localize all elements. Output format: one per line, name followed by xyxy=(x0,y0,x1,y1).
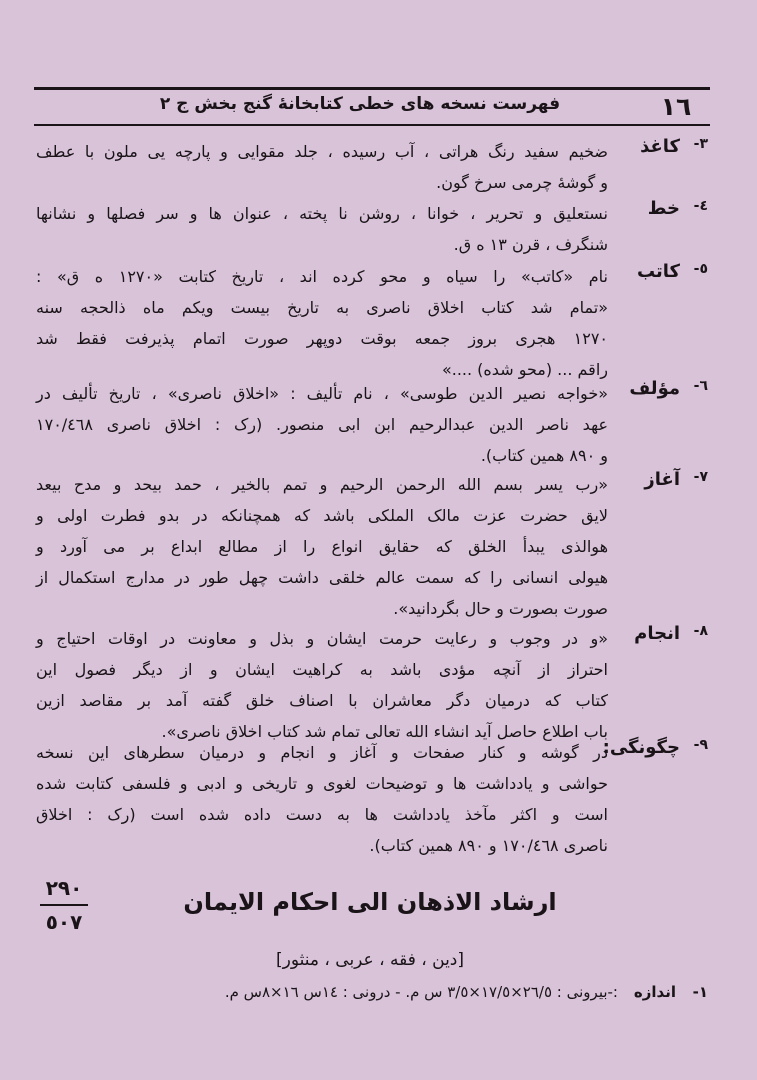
entry-body xyxy=(36,623,608,747)
fraction-bar xyxy=(40,904,88,906)
entry-line: در گوشه و کنار صفحات و آغاز و انجام و درمیان سطرهای این نسخه xyxy=(36,743,608,762)
entry-number: ٩- xyxy=(693,737,708,753)
entry-body xyxy=(36,469,608,624)
entry-line: راقم ... (محو شده) ....» xyxy=(441,360,608,379)
entry-label: کاتب xyxy=(636,261,680,282)
section-subtitle: [دین ، فقه ، عربی ، منثور] xyxy=(275,950,464,970)
entry-number: ٤- xyxy=(693,198,708,214)
entry-line: صورت بصورت و حال بگردانید». xyxy=(393,599,608,618)
entry-line: «رب یسر بسم الله الرحمن الرحیم و تمم بالخیر ، حمد بیحد و مدح بیعد xyxy=(36,475,608,494)
section-fraction xyxy=(34,876,94,934)
entry-body xyxy=(36,378,608,471)
entry-line: ضخیم سفید رنگ هراتی ، آب رسیده ، جلد مقوایی و پارچه یی ملون با عطف xyxy=(36,142,608,161)
entry-line: کتاب که درمیان دگر معاشران با اصناف خلق گفته آمد بر مقاصد ازین xyxy=(36,691,608,710)
entry-line: هیولی انسانی را که سمت عالم خلقی داشت چهل طور در مدارج استکمال از xyxy=(36,568,608,587)
entry-body xyxy=(36,261,608,385)
entry-line: ناصری ١٧٠/٤٦٨ و ٨٩٠ همین کتاب). xyxy=(369,836,608,855)
entry-label: كاغذ xyxy=(640,136,680,157)
entry-line: احتراز از آنچه مؤدی باشد به کراهیت ایشان و از دیگر فصول این xyxy=(36,660,608,679)
section-title: ارشاد الاذهان الی احکام الایمان xyxy=(183,888,557,916)
entry-label: خط xyxy=(647,198,680,219)
entry-body xyxy=(36,136,608,198)
entry-line: شنگرف ، قرن ١٣ ه ق. xyxy=(453,235,608,254)
entry-label: چگونگی: xyxy=(602,737,680,758)
entry-number: ٦- xyxy=(693,378,708,394)
entry-line: است و اکثر مآخذ یادداشت ها به دست داده شده است (رک : اخلاق xyxy=(36,805,608,824)
entry-label: آغاز xyxy=(644,469,680,490)
header-rule-top xyxy=(34,87,710,90)
entry-line: ١٢٧٠ هجری بروز جمعه بوقت دوپهر صورت اتمام پذیرفت فقط شد xyxy=(36,329,608,348)
entry-line: باب اطلاع حاصل آید انشاء الله تعالی تمام شد کتاب اخلاق ناصری». xyxy=(161,722,608,741)
section-line-number: ١- xyxy=(692,983,708,1001)
page-number: ١٦ xyxy=(660,92,692,121)
entry-number: ٣- xyxy=(693,136,708,152)
section-line-label: اندازه xyxy=(633,983,676,1001)
entry-line: حواشی و یادداشت ها و توضیحات لغوی و تاریخی و ادبی و فلسفی کتابت شده xyxy=(36,774,608,793)
entry-body xyxy=(36,737,608,861)
entry-line: «تمام شد کتاب اخلاق ناصری به تاریخ بیست ویکم ماه ذالحجه سنه xyxy=(36,298,608,317)
fraction-bottom: ٥٠٧ xyxy=(45,910,83,934)
entry-number: ٨- xyxy=(693,623,708,639)
entry-line: نام «کاتب» را سیاه و محو کرده اند ، تاریخ کتابت «١٢٧٠ ه ق» : xyxy=(36,267,608,286)
section-line-text: :-بیرونی : ٢٦/٥×١٧/٥×٣/٥ س م. - درونی : ١٤س ١٦×٨س م. xyxy=(224,983,618,1001)
entry-line: هوالذی یبدأ الخلق که حقایق انواع را از مطالع ابداع بر می آورد و xyxy=(36,537,608,556)
entry-line: نستعلیق و تحریر ، خوانا ، روشن نا پخته ، عنوان ها و سر فصلها و نشانها xyxy=(36,204,608,223)
entry-line: و ٨٩٠ همین کتاب). xyxy=(480,446,608,465)
entry-line: عهد ناصر الدین عبدالرحیم ابن ابی منصور. (رک : اخلاق ناصری ١٧٠/٤٦٨ xyxy=(36,415,608,434)
entry-line: «و در وجوب و رعایت حرمت ایشان و بذل و معاونت در اوقات احتیاج و xyxy=(36,629,608,648)
entry-number: ٧- xyxy=(693,469,708,485)
running-head: فهرست نسخه های خطی کتابخانهٔ گنج بخش ج ٢ xyxy=(159,94,561,114)
entry-label: انجام xyxy=(634,623,680,644)
entry-label: مؤلف xyxy=(629,378,680,399)
entry-line: و گوشهٔ چرمی سرخ گون. xyxy=(436,173,608,192)
entry-body xyxy=(36,198,608,260)
header-rule-bottom xyxy=(34,124,710,126)
entry-number: ٥- xyxy=(693,261,708,277)
entry-line: لایق حضرت عزت مالک الملکی باشد که همچنانکه در بدو فطرت اولی و xyxy=(36,506,608,525)
entry-line: «خواجه نصیر الدین طوسی» ، نام تألیف : «اخلاق ناصری» ، تاریخ تألیف در xyxy=(36,384,608,403)
fraction-top: ٢٩٠ xyxy=(45,876,83,900)
